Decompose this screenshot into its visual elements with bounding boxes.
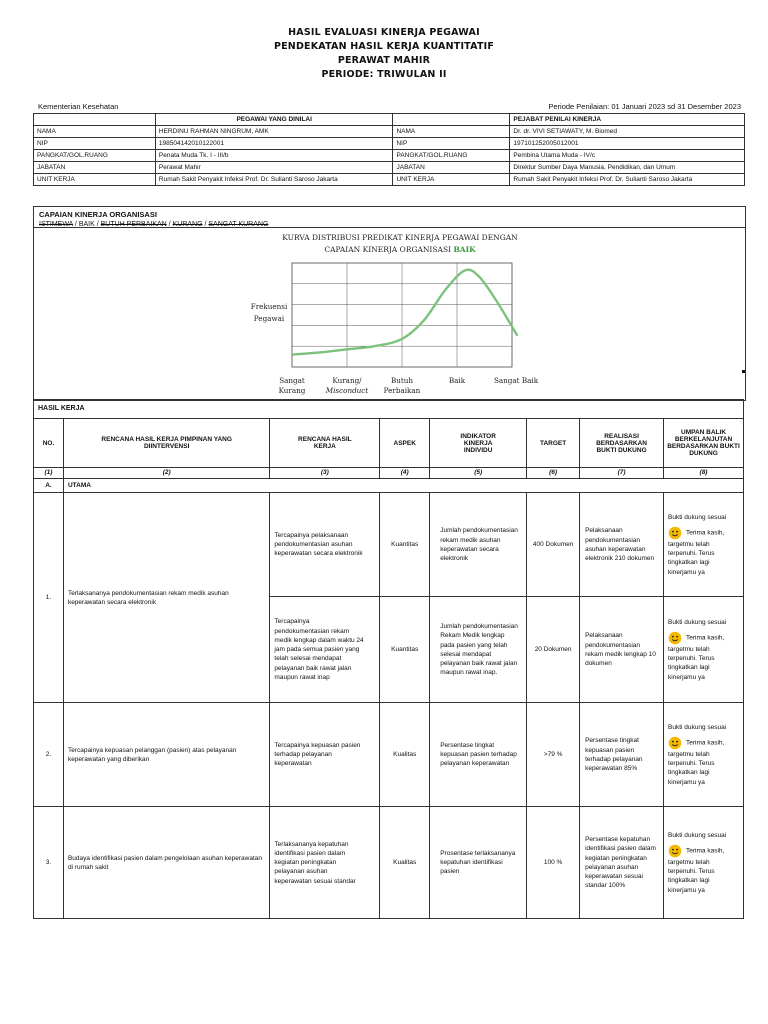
feedback-thanks: Terima kasih, bbox=[686, 847, 725, 855]
feedback-rest: targetmu telah terpenuhi. Terus tingkatkan lagi kinerjamu ya bbox=[668, 750, 715, 786]
row-rencana: Tercapainya kepuasan pasien terhadap pelayanan keperawatan bbox=[270, 703, 380, 807]
feedback-top: Bukti dukung sesuai bbox=[668, 831, 727, 839]
col-realisasi: REALISASI BERDASARKAN BUKTI DUKUNG bbox=[580, 419, 664, 468]
feedback-rest: targetmu telah terpenuhi. Terus tingkatkan lagi kinerjamu ya bbox=[668, 645, 715, 681]
row-aspek: Kuantitas bbox=[380, 597, 430, 703]
row-rencana: Tercapainya pelaksanaan pendokumentasian asuhan keperawatan secara elektronik bbox=[270, 493, 380, 597]
row-realisasi: Persentase kepatuhan identifikasi pasien dalam kegiatan peningkatan pelayanan asuhan keperawatan sesuai standar 100% bbox=[580, 807, 664, 919]
smiley-icon bbox=[668, 526, 682, 540]
col-pimpinan: RENCANA HASIL KERJA PIMPINAN YANG DIINTERVENSI bbox=[63, 419, 269, 468]
pegawai-nama: HERDINU RAHMAN NINGRUM, AMK bbox=[155, 126, 393, 138]
periode-penilaian: Periode Penilaian: 01 Januari 2023 sd 31 Desember 2023 bbox=[548, 102, 741, 111]
x-tick-label: Sangat bbox=[279, 376, 305, 385]
option-butuh-perbaikan: BUTUH PERBAIKAN bbox=[100, 221, 167, 228]
pejabat-pangkat: Pembina Utama Muda - IV/c bbox=[510, 150, 745, 162]
label-pangkat: PANGKAT/GOL.RUANG bbox=[393, 150, 510, 162]
pejabat-nip: 197101252005012001 bbox=[510, 138, 745, 150]
section-label: UTAMA bbox=[63, 479, 743, 493]
option-separator: / bbox=[202, 221, 209, 228]
x-tick-label: Perbaikan bbox=[383, 386, 421, 395]
chart-title-2 bbox=[324, 245, 476, 254]
row-target: >79 % bbox=[527, 703, 580, 807]
smiley-icon bbox=[668, 736, 682, 750]
doc-title-3: PERAWAT MAHIR bbox=[337, 55, 431, 66]
row-realisasi: Pelaksanaan pendokumentasian rekam medik lengkap 10 dokumen bbox=[580, 597, 664, 703]
doc-title-2: PENDEKATAN HASIL KERJA KUANTITATIF bbox=[273, 41, 495, 52]
col-number: (1) bbox=[34, 468, 64, 479]
distribution-curve bbox=[292, 270, 518, 355]
pegawai-header: PEGAWAI YANG DINILAI bbox=[155, 114, 393, 126]
row-no: 3. bbox=[34, 807, 64, 919]
feedback-thanks: Terima kasih, bbox=[686, 634, 725, 642]
smiley-icon bbox=[668, 844, 682, 858]
pegawai-nip: 198504142010122001 bbox=[155, 138, 393, 150]
section-no: A. bbox=[34, 479, 64, 493]
row-rencana: Tercapainya pendokumentasian rekam medik lengkap dalam waktu 24 jam pada semua pasien yang telah selesai mendapat pelayanan baik rawat jalan maupun rawat inap bbox=[270, 597, 380, 703]
dot-mark bbox=[742, 370, 745, 373]
feedback-top: Bukti dukung sesuai bbox=[668, 723, 727, 731]
col-number: (3) bbox=[270, 468, 380, 479]
chart-title-1: KURVA DISTRIBUSI PREDIKAT KINERJA PEGAWAI DENGAN bbox=[282, 233, 518, 242]
chart-title-2-text: CAPAIAN KINERJA ORGANISASI bbox=[324, 245, 452, 254]
row-rencana: Terlaksananya kepatuhan identifikasi pasien dalam kegiatan peningkatan pelayanan asuhan keperawatan sesuai standar bbox=[270, 807, 380, 919]
col-number: (2) bbox=[63, 468, 269, 479]
hasil-kerja-title: HASIL KERJA bbox=[34, 400, 744, 419]
col-number: (7) bbox=[580, 468, 664, 479]
pejabat-unit: Rumah Sakit Penyakit Infeksi Prof. Dr. Sulianti Saroso Jakarta bbox=[510, 174, 745, 186]
divider bbox=[34, 227, 745, 228]
y-label-2: Pegawai bbox=[253, 314, 285, 323]
x-tick-label: Baik bbox=[448, 376, 466, 385]
row-pimpinan: Budaya identifikasi pasien dalam pengelolaan asuhan keperawatan di rumah sakit bbox=[63, 807, 269, 919]
capaian-title: CAPAIAN KINERJA ORGANISASI bbox=[39, 210, 157, 219]
instansi: Kementerian Kesehatan bbox=[38, 102, 119, 111]
option-baik: BAIK bbox=[78, 221, 95, 228]
identity-table bbox=[33, 113, 745, 186]
chart-title-highlight: BAIK bbox=[453, 245, 476, 254]
row-realisasi: Persentase tingkat kepuasan pasien terhadap pelayanan keperawatan 85% bbox=[580, 703, 664, 807]
pejabat-jabatan: Direktur Sumber Daya Manusia, Pendidikan, dan Umum bbox=[510, 162, 745, 174]
col-indikator: INDIKATOR KINERJA INDIVIDU bbox=[430, 419, 527, 468]
row-feedback bbox=[664, 807, 744, 919]
feedback-thanks: Terima kasih, bbox=[686, 739, 725, 747]
row-indikator: Jumlah pendokumentasian Rekam Medik lengkap pada pasien yang telah selesai mendapat pelayanan baik rawat jalan maupun rawat inap. bbox=[430, 597, 527, 703]
row-realisasi: Pelaksanaan pendokumentasian asuhan keperawatan elektronik 210 dokumen bbox=[580, 493, 664, 597]
option-istimewa: ISTIMEWA bbox=[39, 221, 73, 228]
pegawai-jabatan: Perawat Mahir bbox=[155, 162, 393, 174]
label-nip: NIP bbox=[34, 138, 156, 150]
option-separator: / bbox=[166, 221, 173, 228]
col-rencana: RENCANA HASIL KERJA bbox=[270, 419, 380, 468]
option-sangat-kurang: SANGAT KURANG bbox=[208, 221, 269, 228]
row-aspek: Kualitas bbox=[380, 807, 430, 919]
label-jabatan: JABATAN bbox=[393, 162, 510, 174]
table-row bbox=[34, 703, 744, 807]
feedback-top: Bukti dukung sesuai bbox=[668, 513, 727, 521]
col-no: NO. bbox=[34, 419, 64, 468]
x-tick-label: Misconduct bbox=[325, 386, 369, 395]
row-indikator: Jumlah pendokumentasian rekam medik asuhan keperawatan secara elektronik bbox=[430, 493, 527, 597]
hasil-kerja-table bbox=[33, 399, 744, 919]
row-no: 2. bbox=[34, 703, 64, 807]
option-kurang: KURANG bbox=[172, 221, 203, 228]
label-unit: UNIT KERJA bbox=[34, 174, 156, 186]
smiley-icon bbox=[668, 631, 682, 645]
col-aspek: ASPEK bbox=[380, 419, 430, 468]
row-target: 20 Dokumen bbox=[527, 597, 580, 703]
table-row bbox=[34, 493, 744, 597]
feedback-rest: targetmu telah terpenuhi. Terus tingkatkan lagi kinerjamu ya bbox=[668, 858, 715, 894]
table-row bbox=[34, 807, 744, 919]
row-feedback bbox=[664, 597, 744, 703]
row-pimpinan: Tercapainya kepuasan pelanggan (pasien) atas pelayanan keperawatan yang diberikan bbox=[63, 703, 269, 807]
row-target: 100 % bbox=[527, 807, 580, 919]
col-number: (6) bbox=[527, 468, 580, 479]
col-number: (4) bbox=[380, 468, 430, 479]
label-pangkat: PANGKAT/GOL.RUANG bbox=[34, 150, 156, 162]
pegawai-pangkat: Penata Muda Tk. I - III/b bbox=[155, 150, 393, 162]
doc-title-1: HASIL EVALUASI KINERJA PEGAWAI bbox=[288, 27, 480, 38]
row-pimpinan: Terlaksananya pendokumentasian rekam medik asuhan keperawatan secara elektronik bbox=[63, 493, 269, 703]
distribution-chart bbox=[34, 229, 745, 399]
col-number: (8) bbox=[664, 468, 744, 479]
x-tick-label: Kurang bbox=[278, 386, 306, 395]
pejabat-header: PEJABAT PENILAI KINERJA bbox=[510, 114, 745, 126]
label-jabatan: JABATAN bbox=[34, 162, 156, 174]
pegawai-unit: Rumah Sakit Penyakit Infeksi Prof. Dr. Sulianti Saroso Jakarta bbox=[155, 174, 393, 186]
row-target: 400 Dokumen bbox=[527, 493, 580, 597]
col-number: (5) bbox=[430, 468, 527, 479]
row-no: 1. bbox=[34, 493, 64, 703]
label-nip: NIP bbox=[393, 138, 510, 150]
col-target: TARGET bbox=[527, 419, 580, 468]
row-indikator: Persentase tingkat kepuasan pasien terhadap pelayanan keperawatan bbox=[430, 703, 527, 807]
row-feedback bbox=[664, 703, 744, 807]
option-separator: / bbox=[72, 221, 79, 228]
feedback-top: Bukti dukung sesuai bbox=[668, 618, 727, 626]
row-aspek: Kualitas bbox=[380, 703, 430, 807]
doc-title-4: PERIODE: TRIWULAN II bbox=[321, 69, 447, 80]
capaian-section bbox=[33, 206, 746, 401]
label-nama: NAMA bbox=[393, 126, 510, 138]
row-indikator: Prosentase terlaksananya kepatuhan identifikasi pasien bbox=[430, 807, 527, 919]
x-axis-labels bbox=[279, 376, 539, 395]
option-separator: / bbox=[94, 221, 101, 228]
x-tick-label: Butuh bbox=[390, 376, 414, 385]
label-unit: UNIT KERJA bbox=[393, 174, 510, 186]
pejabat-nama: Dr. dr. VIVI SETIAWATY, M. Biomed bbox=[510, 126, 745, 138]
feedback-rest: targetmu telah terpenuhi. Terus tingkatkan lagi kinerjamu ya bbox=[668, 540, 715, 576]
row-aspek: Kuantitas bbox=[380, 493, 430, 597]
label-nama: NAMA bbox=[34, 126, 156, 138]
y-label-1: Frekuensi bbox=[250, 302, 288, 311]
x-tick-label: Sangat Baik bbox=[493, 376, 539, 385]
x-tick-label: Kurang/ bbox=[332, 376, 362, 385]
col-umpan-balik: UMPAN BALIK BERKELANJUTAN BERDASARKAN BUKTI DUKUNG bbox=[664, 419, 744, 468]
row-feedback bbox=[664, 493, 744, 597]
feedback-thanks: Terima kasih, bbox=[686, 529, 725, 537]
